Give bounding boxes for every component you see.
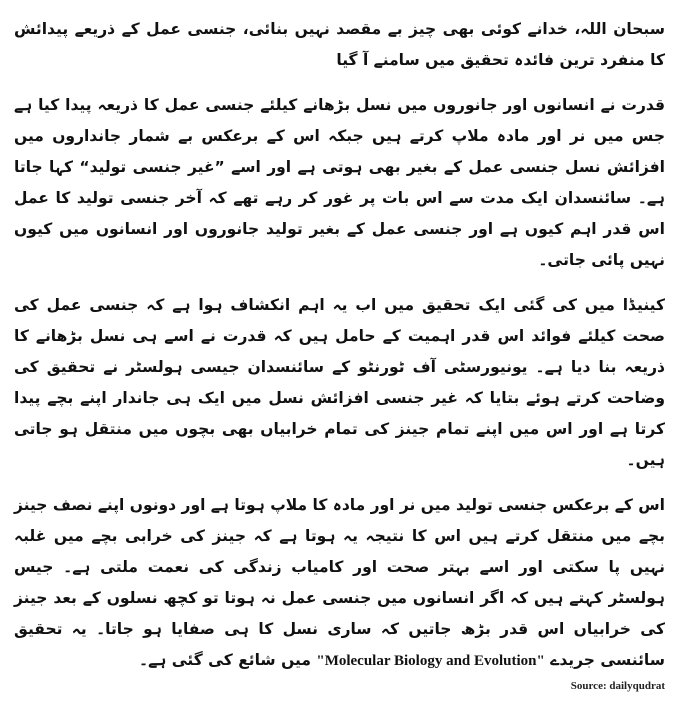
paragraph-intro: قدرت نے انسانوں اور جانوروں میں نسل بڑھانے کیلئے جنسی عمل کا ذریعہ پیدا کیا ہے جس میں نر اور مادہ ملاپ کرتے ہیں جبکہ اس کے برعکس بے شمار جانداروں میں افزائش نسل جنسی عمل کے بغیر بھی ہوتی ہے اور اسے ”غیر جنسی تولید“ کہا جاتا ہے۔ سائنسدان ایک مدت سے اس بات پر غور کر رہے تھے کہ آخر جنسی تولید کا عمل اس قدر اہم کیوں ہے اور جنسی عمل کے بغیر تولید جانوروں اور انسانوں میں کیوں نہیں پائی جاتی۔ [14, 96, 665, 269]
article-headline: سبحان اللہ، خدانے کوئی بھی چیز بے مقصد نہیں بنائی، جنسی عمل کے ذریعے پیدائش کا منفرد ترین فائدہ تحقیق میں سامنے آ گیا [14, 20, 665, 69]
paragraph-conclusion [14, 490, 665, 677]
journal-name: "Molecular Biology and Evolution" [316, 653, 545, 669]
paragraph-conclusion-text: اس کے برعکس جنسی تولید میں نر اور مادہ کا ملاپ ہوتا ہے اور دونوں اپنے نصف جینز بچے میں منتقل کرتے ہیں اس کا نتیجہ یہ ہوتا ہے کہ جینز کی خرابی بچے میں غلبہ نہیں پا سکتی اور اسے بہتر صحت اور کامیاب زندگی کی نعمت ملتی ہے۔ جیس ہولسٹر کہتے ہیں کہ اگر انسانوں میں جنسی عمل نہ ہوتا تو کچھ نسلوں کے بعد جینز کی خرابیاں اس قدر بڑھ جاتیں کہ ساری نسل کا ہی صفایا ہو جاتا۔ یہ تحقیق سائنسی جریدے [14, 496, 665, 669]
source-credit: Source: dailyqudrat [570, 680, 665, 692]
article-body [14, 14, 665, 691]
paragraph-canada-research: کینیڈا میں کی گئی ایک تحقیق میں اب یہ اہم انکشاف ہوا ہے کہ جنسی عمل کی صحت کیلئے فوائد اس قدر اہمیت کے حامل ہیں کہ قدرت نے اسے ہی نسل بڑھانے کا ذریعہ بنا دیا ہے۔ یونیورسٹی آف ٹورنٹو کے سائنسدان جیسی ہولسٹر نے تحقیق کی وضاحت کرتے ہوئے بتایا کہ غیر جنسی افزائش نسل میں ایک ہی جاندار اپنے بچے پیدا کرتا ہے اور اس میں اپنے تمام جینز کی تمام خرابیاں بھی بچوں میں منتقل ہو جاتی ہیں۔ [14, 296, 665, 469]
paragraph-conclusion-tail: میں شائع کی گئی ہے۔ [139, 651, 311, 669]
